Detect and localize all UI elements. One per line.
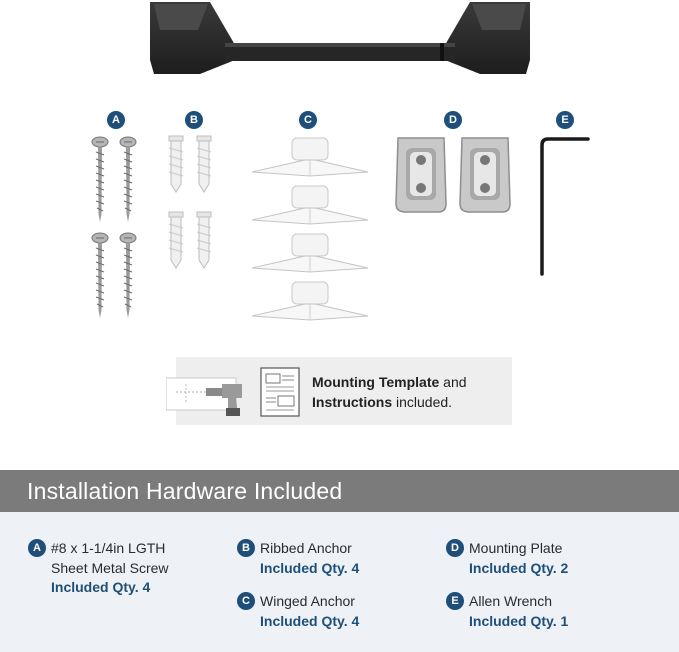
part-d-qty: Included Qty. 2	[469, 559, 569, 576]
list-item-c	[242, 592, 360, 631]
list-item-b	[242, 539, 360, 578]
note-text-included: included.	[392, 394, 453, 410]
list-badge-b: B	[237, 539, 255, 557]
part-c-name: Winged Anchor	[260, 593, 355, 609]
note-text-and: and	[439, 374, 467, 390]
part-b-badge: B	[185, 111, 203, 129]
part-b-name: Ribbed Anchor	[260, 540, 352, 556]
list-badge-a: A	[28, 539, 46, 557]
sheet-metal-screw-image	[88, 134, 148, 324]
list-item-a	[33, 539, 169, 598]
winged-anchor-image	[250, 134, 370, 329]
part-e-badge: E	[556, 111, 574, 129]
list-item-e	[451, 592, 569, 631]
part-e-qty: Included Qty. 1	[469, 612, 569, 629]
mounting-plate-image	[394, 134, 514, 216]
list-item-d	[451, 539, 569, 578]
note-bold-instructions: Instructions	[312, 394, 393, 410]
part-d-name: Mounting Plate	[469, 540, 563, 556]
part-a-badge: A	[107, 111, 125, 129]
part-a-name: #8 x 1-1/4in LGTH	[51, 540, 166, 556]
part-c-badge: C	[299, 111, 317, 129]
ribbed-anchor-image	[165, 134, 225, 284]
drill-template-icon	[166, 372, 252, 418]
part-e-name: Allen Wrench	[469, 593, 553, 609]
allen-wrench-image	[536, 134, 596, 279]
list-badge-c: C	[237, 592, 255, 610]
part-a-name-line2: Sheet Metal Screw	[51, 559, 169, 576]
template-note-text	[312, 372, 502, 412]
list-badge-d: D	[446, 539, 464, 557]
part-a-qty: Included Qty. 4	[51, 579, 151, 595]
part-c-qty: Included Qty. 4	[260, 612, 360, 629]
list-badge-e: E	[446, 592, 464, 610]
section-title: Installation Hardware Included	[27, 478, 343, 504]
instructions-document-icon	[260, 367, 300, 417]
part-d-badge: D	[444, 111, 462, 129]
note-bold-template: Mounting Template	[312, 374, 440, 390]
towel-bar-image	[140, 0, 540, 80]
part-b-qty: Included Qty. 4	[260, 559, 360, 576]
